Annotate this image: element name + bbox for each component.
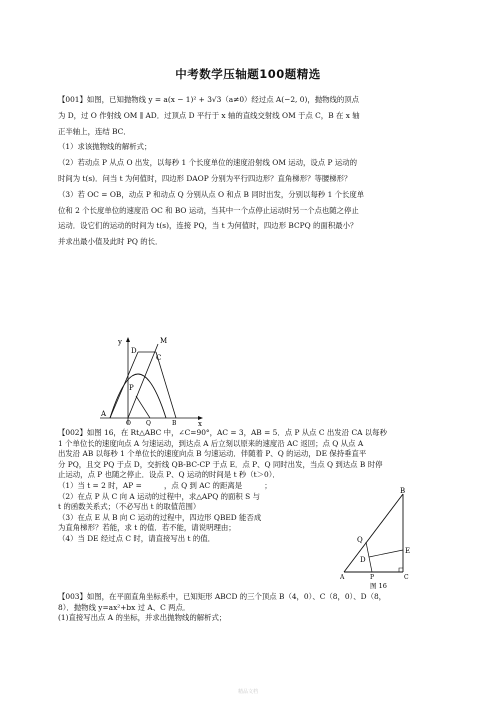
problem-002-line-4: 分 PQ，且交 PQ 于点 D，交折线 QB-BC-CP 于点 E．点 P、Q 同时出发，当点 Q 到达点 B 时停 (58, 459, 383, 469)
page-footer: 精品文档 (237, 689, 258, 695)
label-b: B (400, 487, 406, 495)
document-title: 中考数学压轴题100题精选 (175, 67, 321, 81)
problem-001 (58, 92, 438, 250)
problem-002-line-10: 为直角梯形？若能，求 t 的值．若不能，请说明理由； (58, 523, 236, 533)
label-p: P (370, 574, 375, 581)
segment-pq (136, 396, 150, 418)
label-c: C (156, 354, 162, 362)
label-y: y (118, 338, 122, 346)
problem-001-line-1: 【001】如图，已知抛物线 y = a(x − 1)² + 3√3（a≠0）经过点 A(−2, 0)，抛物线的顶点 (58, 95, 360, 104)
problem-003 (58, 592, 438, 624)
problem-002-line-11: （4）当 DE 经过点 C 时，请直接写出 t 的值． (58, 533, 215, 543)
label-p: P (129, 384, 134, 392)
label-d: D (131, 347, 137, 355)
problem-001-line-10: 并求出最小值及此时 PQ 的长． (58, 237, 163, 247)
segment-ad (110, 352, 138, 418)
side-ab (344, 494, 403, 572)
problem-003-line-2: 8）．抛物线 y=ax²+bx 过 A、C 两点． (58, 602, 191, 612)
problem-001-line-3: 正半轴上，连结 BC． (58, 126, 131, 136)
label-o: O (126, 420, 131, 426)
segment-de (369, 550, 403, 557)
label-e: E (405, 547, 411, 555)
label-a: A (101, 410, 107, 418)
problem-001-line-9: 运动．设它们的运动的时间为 t(s)，连接 PQ，当 t 为何值时，四边形 BCPQ 的面积最小？ (58, 221, 358, 231)
problem-001-line-5: （2）若动点 P 从点 O 出发，以每秒 1 个长度单位的速度沿射线 OM 运动，设点 P 运动的 (58, 158, 358, 168)
problem-002-line-2: 1 个单位长的速度向点 A 匀速运动，到达点 A 后立刻以原来的速度沿 AC 返回；点 Q 从点 A (58, 438, 364, 448)
problem-003-line-3: (1)直接写出点 A 的坐标，并求出抛物线的解析式； (58, 613, 227, 623)
problem-002-line-1: 【002】如图 16，在 Rt△ABC 中，∠C=90°，AC = 3，AB = 5．点 P 从点 C 出发沿 CA 以每秒 (58, 428, 387, 437)
problem-002-line-6: （1）当 t = 2 时，AP = ，点 Q 到 AC 的距离是 ； (58, 480, 272, 490)
figure-caption: 图 16 (370, 582, 387, 590)
problem-001-line-7: （3）若 OC = OB，动点 P 和动点 Q 分别从点 O 和点 B 同时出发，分别以每秒 1 个长度单 (58, 189, 365, 199)
label-x: x (198, 420, 202, 426)
problem-001-line-4: （1）求该抛物线的解析式； (58, 142, 152, 152)
problem-002-figure (340, 486, 420, 590)
label-b: B (172, 420, 177, 426)
problem-001-line-6: 时间为 t(s)．问当 t 为何值时，四边形 DAOP 分别为平行四边形？直角梯形？等腰梯形？ (58, 173, 352, 183)
problem-002-line-7: （2）在点 P 从 C 向 A 运动的过程中，求△APQ 的面积 S 与 (58, 491, 260, 501)
problem-003-line-1: 【003】如图，在平面直角坐标系中，已知矩形 ABCD 的三个顶点 B（4，0）、C（8，0）、D（8， (58, 592, 387, 601)
problem-002-line-5: 止运动，点 P 也随之停止．设点 P、Q 运动的时间是 t 秒（t＞0）． (58, 470, 280, 480)
problem-002-line-3: 出发沿 AB 以每秒 1 个单位长的速度向点 B 匀速运动．伴随着 P、Q 的运动，DE 保持垂直平 (58, 449, 367, 459)
label-a: A (340, 574, 345, 581)
problem-001-line-8: 位和 2 个长度单位的速度沿 OC 和 BO 运动，当其中一个点停止运动时另一个点也随之停止 (58, 205, 359, 215)
right-angle-mark (399, 568, 403, 572)
problem-002-line-9: （3）在点 E 从 B 向 C 运动的过程中，四边形 QBED 能否成 (58, 512, 262, 522)
label-c: C (404, 574, 409, 581)
label-d: D (360, 556, 366, 564)
label-q: Q (146, 420, 151, 426)
parabola-curve (110, 374, 166, 418)
problem-001-figure (98, 334, 208, 426)
y-axis-arrow (126, 337, 130, 342)
problem-002-line-8: t 的函数关系式；（不必写出 t 的取值范围） (58, 502, 201, 512)
problem-001-line-2: 为 D，过 O 作射线 OM ∥ AD．过顶点 D 平行于 x 轴的直线交射线 OM 于点 C，B 在 x 轴 (58, 110, 360, 120)
label-q: Q (357, 536, 363, 544)
label-m: M (160, 337, 168, 345)
